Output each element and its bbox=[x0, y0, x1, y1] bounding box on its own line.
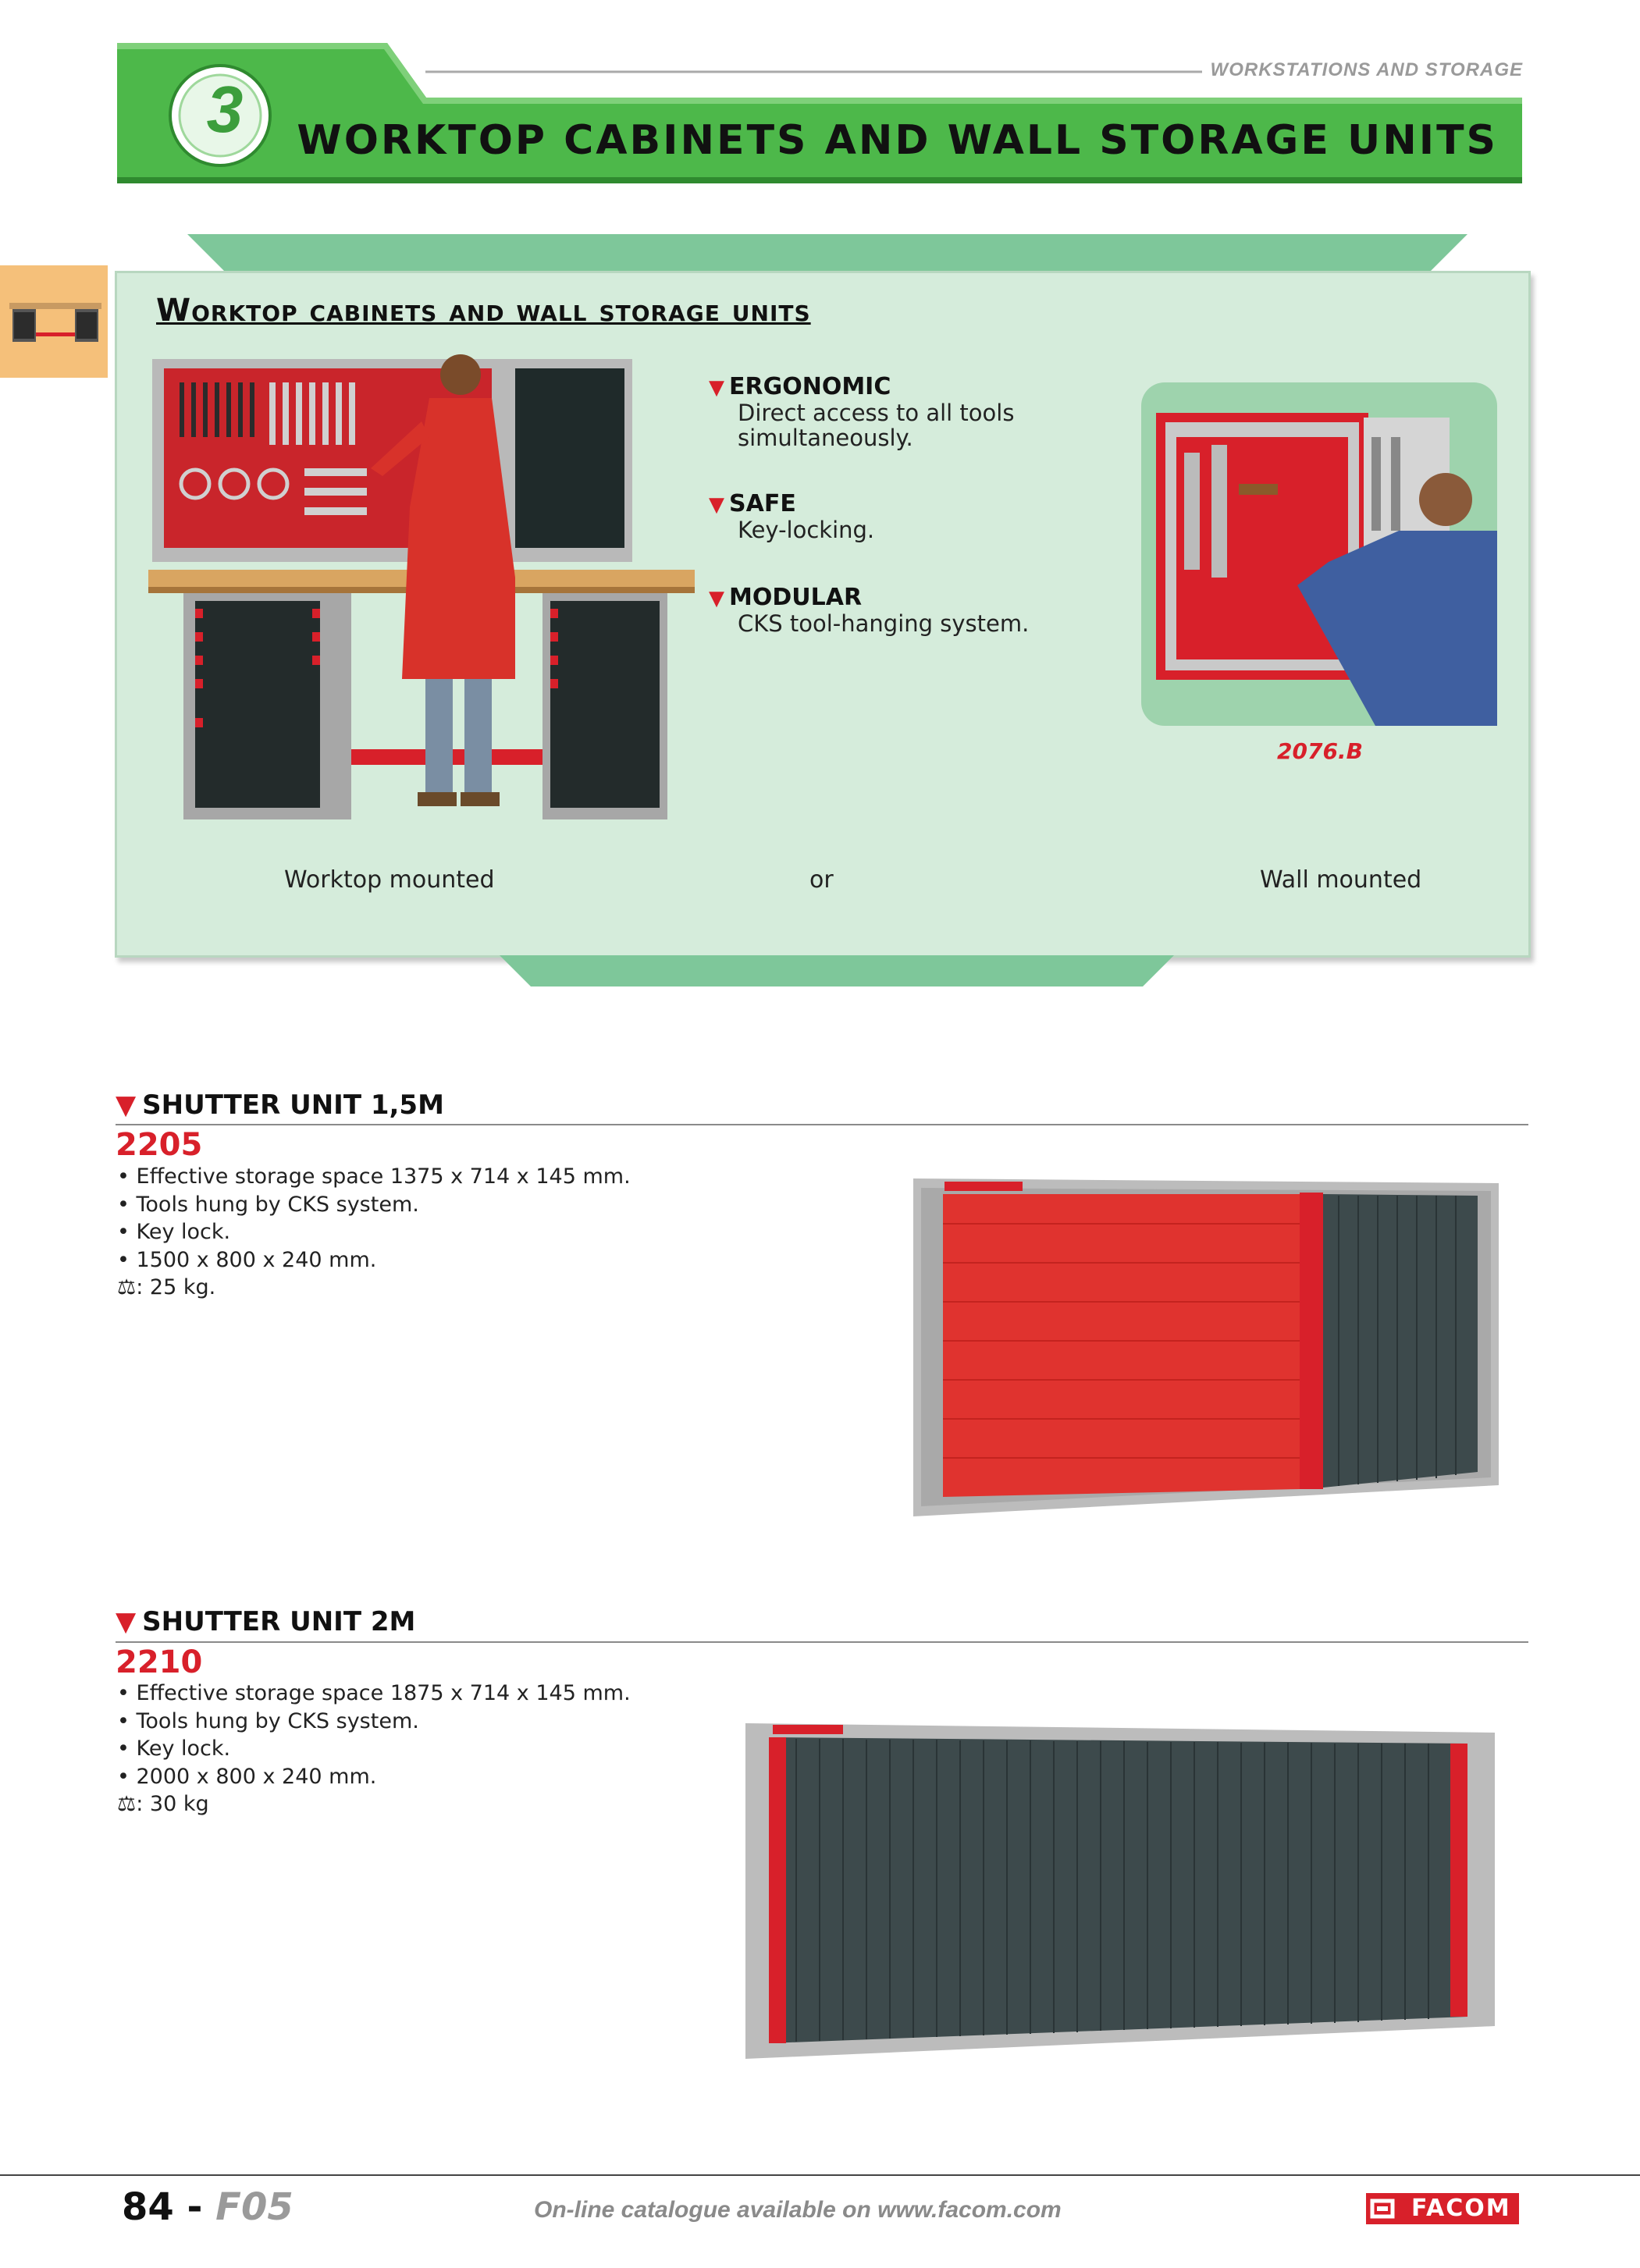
feature-desc: Key-locking. bbox=[738, 517, 875, 543]
page-number-text: 84 - bbox=[122, 2185, 203, 2229]
spec-line: • Key lock. bbox=[117, 1737, 231, 1761]
spec-line: • Key lock. bbox=[117, 1220, 231, 1244]
red-triangle-icon: ▼ bbox=[709, 493, 724, 517]
weight-icon: ⚖ bbox=[117, 1275, 137, 1299]
caption-wall-mounted: Wall mounted bbox=[1260, 866, 1422, 894]
product-ref: 2205 bbox=[116, 1127, 203, 1163]
red-triangle-icon: ▼ bbox=[116, 1090, 137, 1121]
spec-weight: : 30 kg bbox=[136, 1792, 209, 1816]
divider bbox=[116, 1641, 1528, 1643]
section-label: WORKSTATIONS AND STORAGE bbox=[1210, 59, 1523, 80]
caption-worktop-mounted: Worktop mounted bbox=[284, 866, 495, 894]
feature-modular bbox=[709, 584, 1146, 636]
workbench-thumbnail-icon bbox=[0, 265, 108, 378]
product-title bbox=[116, 1606, 415, 1637]
product-specs bbox=[117, 1680, 631, 1818]
feature-title: ERGONOMIC bbox=[729, 373, 891, 400]
page-number bbox=[122, 2185, 293, 2229]
red-triangle-icon: ▼ bbox=[116, 1606, 137, 1637]
product-specs bbox=[117, 1163, 631, 1302]
spec-line: • 1500 x 800 x 240 mm. bbox=[117, 1247, 377, 1272]
intro-title: Worktop cabinets and wall storage units bbox=[156, 293, 811, 329]
spec-line: • Tools hung by CKS system. bbox=[117, 1192, 419, 1217]
panel-bottom-tab bbox=[500, 955, 1174, 986]
feature-title: SAFE bbox=[729, 490, 796, 517]
feature-title: MODULAR bbox=[729, 584, 863, 611]
online-catalogue-link[interactable]: On-line catalogue available on www.facom.com bbox=[534, 2197, 1062, 2223]
shutter-unit-2210-photo bbox=[742, 1722, 1499, 2065]
product-title-text: SHUTTER UNIT 1,5M bbox=[142, 1090, 444, 1121]
feature-desc: simultaneously. bbox=[738, 425, 913, 451]
feature-ergonomic bbox=[709, 373, 1146, 450]
spec-weight: : 25 kg. bbox=[136, 1275, 216, 1299]
divider bbox=[116, 1124, 1528, 1125]
spec-line: • Effective storage space 1375 x 714 x 145 mm. bbox=[117, 1164, 631, 1189]
spec-line: • Effective storage space 1875 x 714 x 145 mm. bbox=[117, 1681, 631, 1705]
caption-or: or bbox=[809, 866, 834, 894]
workbench-photo bbox=[148, 351, 695, 835]
product-title bbox=[116, 1090, 444, 1121]
wall-unit-photo bbox=[1141, 382, 1497, 726]
feature-safe bbox=[709, 490, 1146, 542]
page-code: F05 bbox=[215, 2185, 293, 2229]
feature-desc: Direct access to all tools bbox=[738, 400, 1015, 426]
red-triangle-icon: ▼ bbox=[709, 376, 724, 400]
shutter-unit-2205-photo bbox=[909, 1177, 1503, 1520]
facom-mark-icon bbox=[1366, 2193, 1405, 2224]
weight-icon: ⚖ bbox=[117, 1792, 137, 1816]
product-ref: 2210 bbox=[116, 1644, 203, 1680]
photo-ref-label: 2076.B bbox=[1277, 738, 1363, 764]
brand-name: FACOM bbox=[1411, 2195, 1511, 2222]
feature-desc: CKS tool-hanging system. bbox=[738, 610, 1030, 637]
spec-line: • Tools hung by CKS system. bbox=[117, 1708, 419, 1733]
footer-rule bbox=[0, 2174, 1640, 2176]
red-triangle-icon: ▼ bbox=[709, 587, 724, 610]
panel-top-tab bbox=[187, 234, 1467, 273]
spec-line: • 2000 x 800 x 240 mm. bbox=[117, 1764, 377, 1789]
side-tab bbox=[0, 265, 108, 378]
chapter-number: 3 bbox=[206, 73, 244, 146]
product-title-text: SHUTTER UNIT 2M bbox=[142, 1606, 416, 1637]
page-heading: WORKTOP CABINETS AND WALL STORAGE UNITS bbox=[297, 117, 1498, 164]
